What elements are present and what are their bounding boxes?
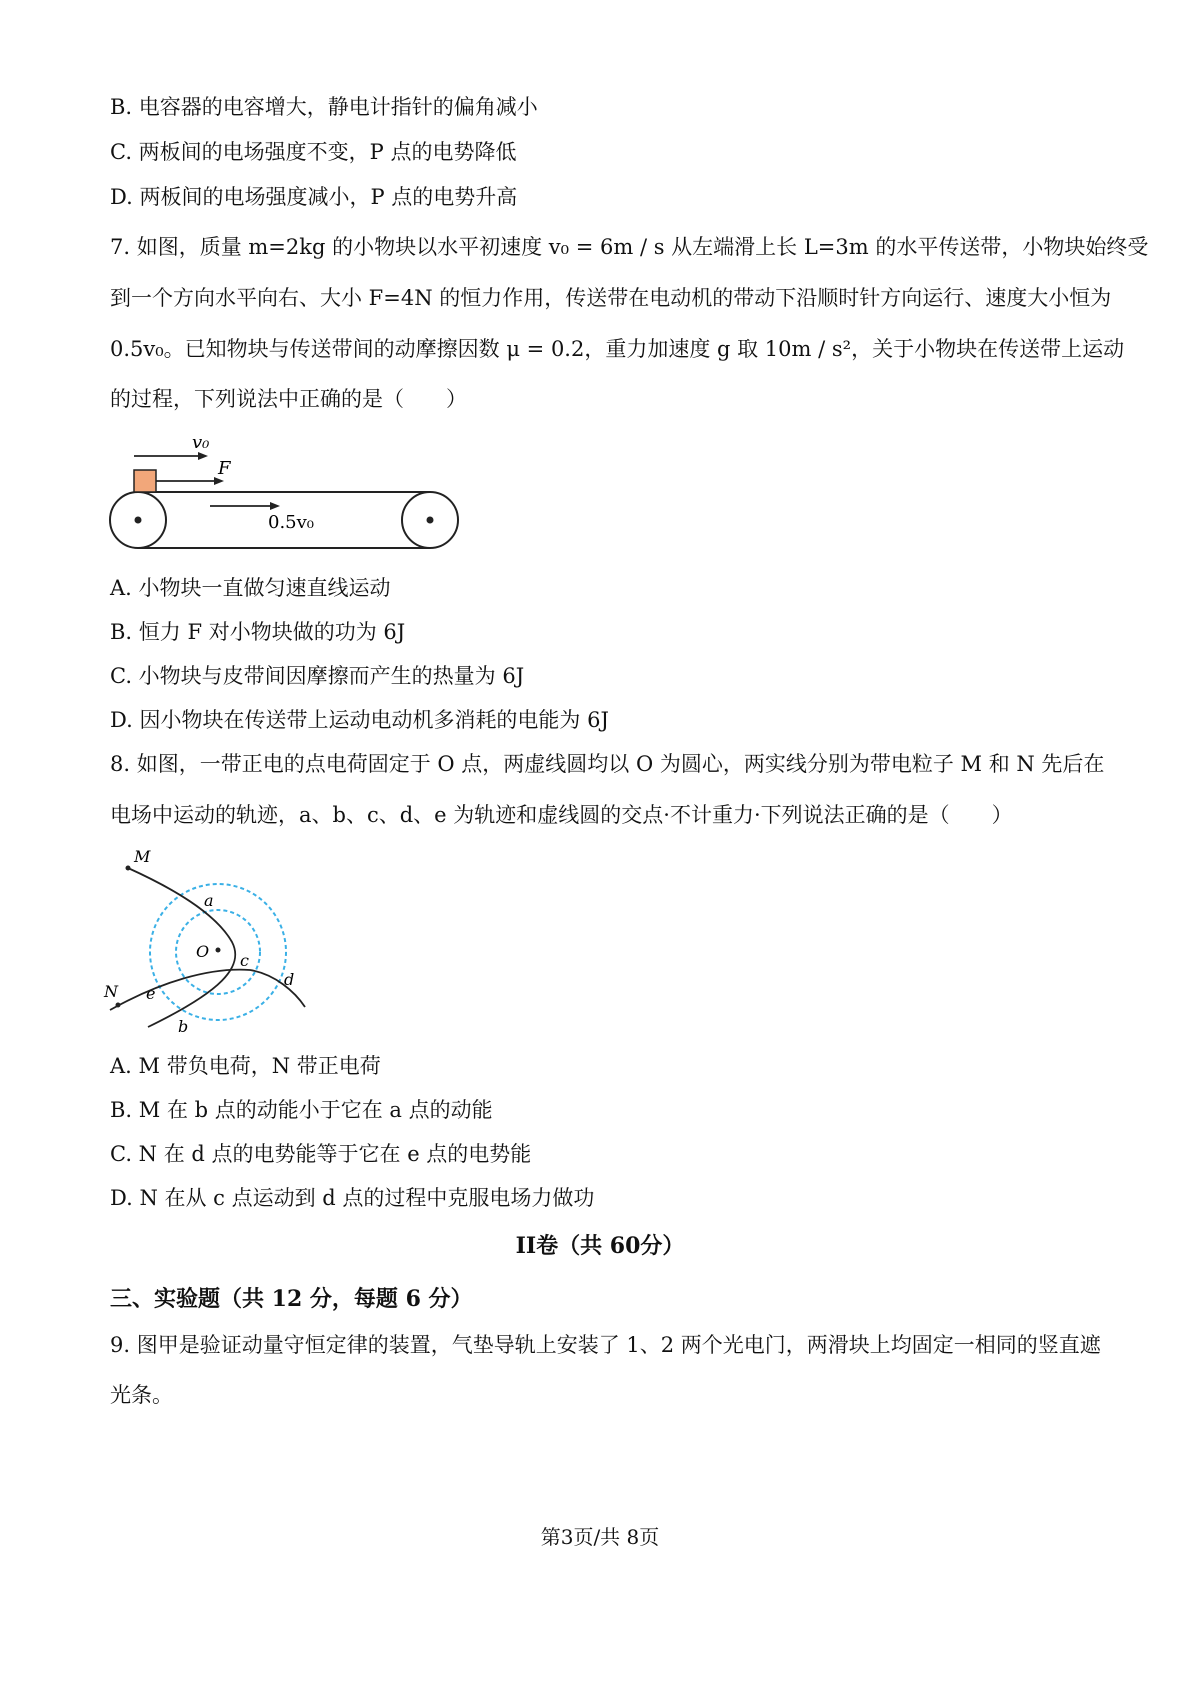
label-d: d: [284, 970, 295, 989]
q8-option-c: C. N 在 d 点的电势能等于它在 e 点的电势能: [110, 1142, 532, 1166]
q7-option-b: B. 恒力 F 对小物块做的功为 6J: [110, 620, 406, 644]
q6-option-c: C. 两板间的电场强度不变，P 点的电势降低: [110, 140, 517, 164]
q8-text-line-1: 8. 如图，一带正电的点电荷固定于 O 点，两虚线圆均以 O 为圆心，两实线分别为带电粒子 M 和 N 先后在: [110, 752, 1105, 776]
trajectory-M: [128, 868, 235, 1027]
point-N: [116, 1003, 121, 1008]
right-pulley-axle: [427, 517, 434, 524]
q7-text-line-4: 的过程，下列说法中正确的是（ ）: [110, 387, 467, 411]
v0-arrowhead: [198, 452, 208, 460]
q7-text-line-3: 0.5v₀。已知物块与传送带间的动摩擦因数 μ = 0.2，重力加速度 g 取 10m / s²，关于小物块在传送带上运动: [110, 337, 1125, 361]
label-M: M: [134, 847, 151, 866]
q6-option-b: B. 电容器的电容增大，静电计指针的偏角减小: [110, 95, 538, 119]
v0-label: v₀: [192, 432, 210, 453]
q8-option-b: B. M 在 b 点的动能小于它在 a 点的动能: [110, 1098, 493, 1122]
conveyor-belt-figure: [100, 428, 480, 568]
q8-option-d: D. N 在从 c 点运动到 d 点的过程中克服电场力做功: [110, 1186, 595, 1210]
block: [134, 470, 156, 492]
q7-option-c: C. 小物块与皮带间因摩擦而产生的热量为 6J: [110, 664, 525, 688]
q8-option-a: A. M 带负电荷，N 带正电荷: [110, 1054, 381, 1078]
label-e: e: [146, 984, 156, 1003]
label-b: b: [178, 1017, 189, 1036]
point-M: [126, 866, 131, 871]
electric-field-figure: [100, 842, 330, 1042]
part2-title: II卷（共 60分）: [515, 1233, 685, 1259]
q9-text-line-2: 光条。: [110, 1383, 173, 1407]
q9-text-line-1: 9. 图甲是验证动量守恒定律的装置，气垫导轨上安装了 1、2 两个光电门，两滑块上均固定一相同的竖直遮: [110, 1333, 1101, 1357]
belt-speed-arrowhead: [270, 502, 280, 510]
page-footer: 第3页/共 8页: [540, 1525, 660, 1549]
label-O: O: [196, 942, 210, 961]
trajectory-N: [110, 970, 305, 1010]
label-N: N: [104, 982, 118, 1001]
q7-option-a: A. 小物块一直做匀速直线运动: [110, 576, 391, 600]
left-pulley-axle: [135, 517, 142, 524]
q7-text-line-1: 7. 如图，质量 m=2kg 的小物块以水平初速度 v₀ = 6m / s 从左端滑上长 L=3m 的水平传送带，小物块始终受: [110, 235, 1149, 259]
label-a: a: [204, 891, 214, 910]
section3-title: 三、实验题（共 12 分，每题 6 分）: [110, 1286, 473, 1312]
q8-text-line-2: 电场中运动的轨迹，a、b、c、d、e 为轨迹和虚线圆的交点·不计重力·下列说法正确的是（ ）: [110, 803, 1013, 827]
q6-option-d: D. 两板间的电场强度减小，P 点的电势升高: [110, 185, 518, 209]
belt-speed-label: 0.5v₀: [268, 512, 315, 533]
q7-text-line-2: 到一个方向水平向右、大小 F=4N 的恒力作用，传送带在电动机的带动下沿顺时针方向运行、速度大小恒为: [110, 286, 1112, 310]
F-label: F: [218, 458, 231, 479]
q7-option-d: D. 因小物块在传送带上运动电动机多消耗的电能为 6J: [110, 708, 609, 732]
point-O: [216, 948, 221, 953]
label-c: c: [240, 951, 249, 970]
